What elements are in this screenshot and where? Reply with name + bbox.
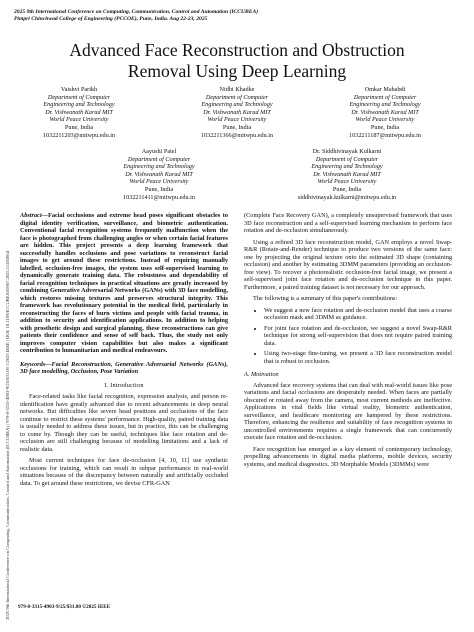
author-name: Nidhi Khadke <box>219 86 255 93</box>
author-org: Dr. Vishwanath Karad MIT <box>125 170 193 178</box>
conference-header <box>14 9 258 22</box>
author-2 <box>162 86 312 139</box>
author-name: Aayushi Patel <box>141 148 177 155</box>
title-line-2: Removal Using Deep Learning <box>127 61 347 81</box>
author-dept: Department of Computer <box>127 155 191 163</box>
right-paragraph-1: Using a refined 3D face reconstruction model, GAN employs a novel Swap-R&R (Rotate-and-Render) technique to produce two versions of the same face: one by projecting the original texture onto the estimated 3D shape (containing occlusion) and another by estimating 3DMM parameters (providing an occlusion-free view). To recover a photorealistic occlusion-free facial image, we present a self-supervised joint face rotation and de-occlusion technique in this paper. Furthermore, a paired training dataset is not necessary for our approach. <box>244 238 452 291</box>
list-item: • For joint face rotation and de-occlusion, we suggest a novel Swap-R&R technique for strong self-supervision that does not require paired training data. <box>264 325 452 348</box>
author-email: siddhivinayak.kulkarni@mitwpu.edu.in <box>297 193 397 201</box>
abstract <box>20 212 228 355</box>
author-dept: Department of Computer <box>205 93 269 101</box>
keywords <box>20 361 228 376</box>
author-city: Pune, India <box>370 123 400 131</box>
author-dept2: Engineering and Technology <box>311 163 383 171</box>
list-item: • We suggest a new face rotation and de-occlusion model that uses a coarse occlusion mask and 3DMM as guidance. <box>264 307 452 322</box>
right-paragraph-0: (Complete Face Recovery GAN), a completely unsupervised framework that uses 3D face reconstruction and a self-supervised learning mechanism to perform face rotation and de-occlusion simultaneously. <box>244 212 452 234</box>
author-org2: World Peace University <box>49 116 109 124</box>
author-org: Dr. Vishwanath Karad MIT <box>45 108 113 116</box>
left-column <box>20 212 228 491</box>
author-org2: World Peace University <box>355 116 415 124</box>
author-org: Dr. Vishwanath Karad MIT <box>351 108 419 116</box>
intro-paragraph-1: Face-related tasks like facial recognition, expression analysis, and person re-identification have greatly advanced due to recent advancements in deep neural networks. But difficulties like severe head positions and occlusions of the face continue to restrict these systems' performance. High-quality, paired training data is usually needed to address these issues, but in practice, this can be challenging to come by. Though they can be useful, techniques like face rotation and de-occlusion are still challenging because of modelling limitations and a lack of realistic data. <box>20 393 228 453</box>
keywords-text: Facial Reconstruction, Generative Adversarial Networks (GANs), 3D face modelling, Occlusion, Pose Variation <box>20 360 228 375</box>
author-org2: World Peace University <box>129 178 189 186</box>
author-city: Pune, India <box>144 185 174 193</box>
motivation-paragraph-2: Face recognition has emerged as a key element of contemporary technology, propelling advancements in digital media platforms, mobile devices, security systems, and medical diagnostics. 3D Morphable Models (3DMMs) were <box>244 445 452 468</box>
paper-title <box>30 40 444 82</box>
author-dept2: Engineering and Technology <box>201 101 273 109</box>
sidebar-doi-text: 2025 9th International Conference on Computing, Communication, Control and Automation (ICCUBEA) | 979-8-3315-4903-9/25/$31.00 ©2025 IEEE | DOI: 10.1109/ICCUBEA65967.2025.11283864 <box>5 250 10 620</box>
author-email: 1032211187@mitwpu.edu.in <box>349 131 421 139</box>
contributions-list <box>244 307 452 366</box>
subsection-heading-motivation: A. Motivation <box>244 371 279 378</box>
abstract-label: Abstract— <box>20 212 48 219</box>
right-column <box>244 212 452 472</box>
author-dept: Department of Computer <box>315 155 379 163</box>
author-email: 1032211411@mitwpu.edu.in <box>123 193 195 201</box>
author-dept: Department of Computer <box>353 93 417 101</box>
conference-venue: Pimpri Chinchwad College of Engineering (PCCOE), Pune, India. Aug 22-23, 2025 <box>14 15 208 22</box>
author-dept2: Engineering and Technology <box>123 163 195 171</box>
abstract-text: Facial occlusions and extreme head poses significant obstacles to digital identity verification, surveillance, and biometric authentication. Conventional facial recognition systems frequently malfunction when the face is photographed from challenging angles or when certain facial features are hidden. This project presents a deep learning framework that successfully handles occlusions and pose variations to reconstruct facial images to get around these restrictions. Instead of requiring manually labelled, occlusion-free images, the system uses self-supervised learning to dynamically generate training data. The robustness and dependability of facial recognition techniques in practical situations are greatly increased by combining Generative Adversarial Networks (GANs) with 3D face modelling, which restores missing textures and preserves structural integrity. This framework has revolutionary potential in the medical field, particularly in reconstructing the faces of burn victims and people with facial trauma, in addition to security and identification applications. In addition to helping with prosthetic design and surgical planning, these reconstructions can give patients their confidence and sense of self back. Thus, the study not only improves computer vision capabilities but also makes a significant contribution to humanitarian and medical endeavours. <box>20 212 228 354</box>
author-org2: World Peace University <box>317 178 377 186</box>
list-item: • Using two-stage fine-tuning, we present a 3D face reconstruction model that is robust to occlusion. <box>264 350 452 365</box>
author-5 <box>262 148 432 201</box>
author-block <box>14 86 460 206</box>
intro-paragraph-2: Most current techniques for face de-occlusion [4, 10, 11] use synthetic occlusions for training, which can result in subpar performance in real-world situations because of the discrepancy between naturally and artificially occluded data. To get around these restrictions, we devise CFR-GAN <box>20 457 228 487</box>
author-dept2: Engineering and Technology <box>349 101 421 109</box>
author-org2: World Peace University <box>207 116 267 124</box>
right-paragraph-2: The following is a summary of this paper's contributions: <box>253 295 398 302</box>
author-city: Pune, India <box>222 123 252 131</box>
author-org: Dr. Vishwanath Karad MIT <box>203 108 271 116</box>
conference-name: 2025 9th International Conference on Computing, Communication, Control and Automation (ICCUBEA) <box>14 9 259 15</box>
author-name: Omkar Mahabdi <box>364 86 406 93</box>
footer-copyright: 979-8-3315-4903-9/25/$31.00 ©2025 IEEE <box>18 604 111 610</box>
author-4 <box>84 148 234 201</box>
author-org: Dr. Vishwanath Karad MIT <box>313 170 381 178</box>
author-name: Vaishvi Parikh <box>60 86 98 93</box>
author-email: 1032211366@mitwpu.edu.in <box>200 131 274 139</box>
author-email: 1032211203@mitwpu.edu.in <box>42 131 116 139</box>
author-city: Pune, India <box>332 185 362 193</box>
author-dept: Department of Computer <box>47 93 111 101</box>
author-dept2: Engineering and Technology <box>43 101 115 109</box>
author-name: Dr. Siddhivinayak Kulkarni <box>312 148 382 155</box>
author-3 <box>310 86 460 139</box>
title-line-1: Advanced Face Reconstruction and Obstruction <box>69 40 405 60</box>
keywords-label: Keywords— <box>20 360 52 368</box>
author-city: Pune, India <box>64 123 94 131</box>
section-heading-introduction: I. Introduction <box>104 381 144 389</box>
author-1 <box>4 86 154 139</box>
motivation-paragraph-1: Advanced face recovery systems that can deal with real-world issues like pose variations and facial occlusions are desperately needed. When faces are partially obscured or rotated away from the camera, most current methods are ineffective. Applications in vital fields like virtual reality, biometric authentication, surveillance, and healthcare monitoring are hampered by these restrictions. Therefore, enhancing the resilience and suitability of face recognition systems in uncontrolled environments requires a single framework that can concurrently execute face rotation and de-occlusion. <box>244 381 452 441</box>
